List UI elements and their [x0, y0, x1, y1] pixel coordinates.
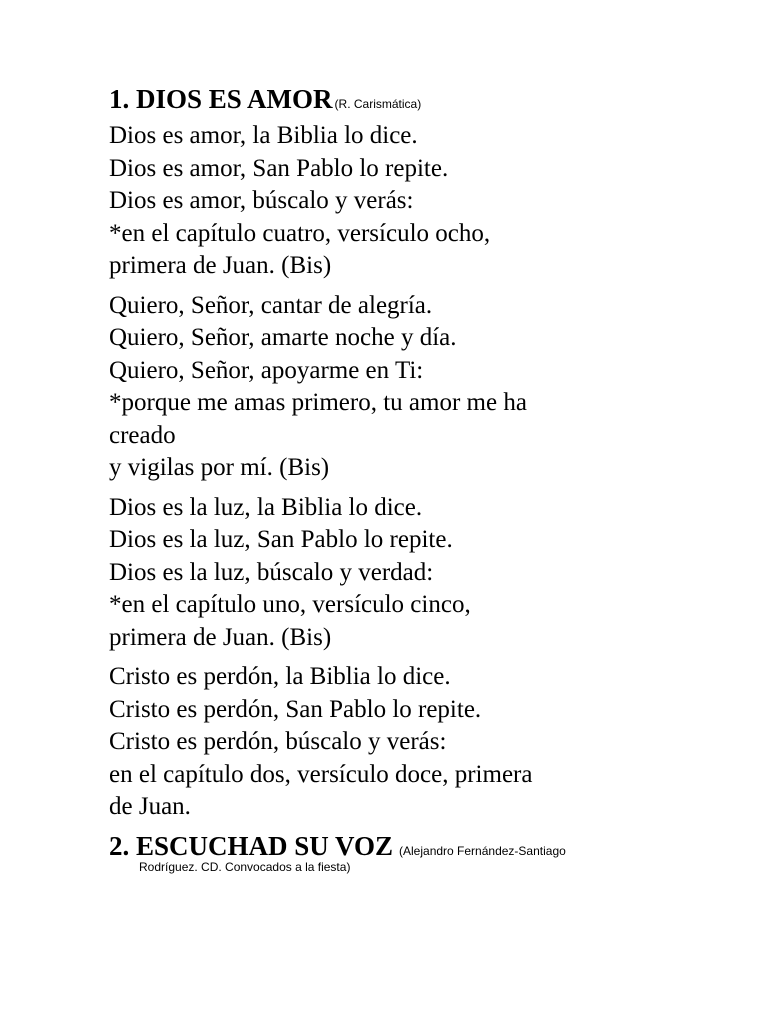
- song-1-heading: [109, 86, 669, 113]
- stanza-line: primera de Juan. (Bis): [109, 623, 332, 651]
- stanza-2: [109, 290, 669, 485]
- stanza-line: y vigilas por mí. (Bis): [109, 454, 330, 481]
- stanza-line: Dios es amor, búscalo y verás:: [109, 187, 414, 214]
- stanza-line: Dios es amor, la Biblia lo dice.: [109, 122, 418, 149]
- stanza-line: *en el capítulo cuatro, versículo ocho,: [109, 219, 491, 247]
- stanza-1: [109, 120, 669, 283]
- song-2-source-note: (Alejandro Fernández-Santiago: [399, 843, 566, 858]
- stanza-4: [109, 661, 669, 824]
- stanza-line: Dios es la luz, búscalo y verdad:: [109, 558, 434, 586]
- song-2-source-note-continued: Rodríguez. CD. Convocados a la fiesta): [139, 859, 351, 874]
- stanza-line: Cristo es perdón, búscalo y verás:: [109, 728, 447, 755]
- stanza-line: Dios es la luz, la Biblia lo dice.: [109, 493, 423, 521]
- song-1-title: 1. DIOS ES AMOR: [109, 84, 333, 114]
- stanza-line: Dios es amor, San Pablo lo repite.: [109, 154, 449, 182]
- song-1-source-note: (R. Carismática): [334, 97, 422, 111]
- song-2-heading: [109, 830, 669, 874]
- song-2-title: 2. ESCUCHAD SU VOZ: [109, 830, 394, 861]
- stanza-line: Cristo es perdón, San Pablo lo repite.: [109, 695, 482, 723]
- stanza-line: *en el capítulo uno, versículo cinco,: [109, 591, 471, 618]
- stanza-3: [109, 492, 669, 655]
- stanza-line: de Juan.: [109, 793, 191, 820]
- stanza-line: Quiero, Señor, cantar de alegría.: [109, 291, 433, 319]
- document-page: [109, 86, 669, 873]
- stanza-line: primera de Juan. (Bis): [109, 252, 332, 279]
- stanza-line: Quiero, Señor, apoyarme en Ti:: [109, 356, 424, 384]
- stanza-line: Quiero, Señor, amarte noche y día.: [109, 324, 457, 351]
- stanza-line: Cristo es perdón, la Biblia lo dice.: [109, 663, 451, 690]
- stanza-line: *porque me amas primero, tu amor me ha: [109, 389, 527, 416]
- stanza-line: en el capítulo dos, versículo doce, primera: [109, 760, 533, 788]
- stanza-line: Dios es la luz, San Pablo lo repite.: [109, 526, 453, 553]
- stanza-line: creado: [109, 421, 176, 449]
